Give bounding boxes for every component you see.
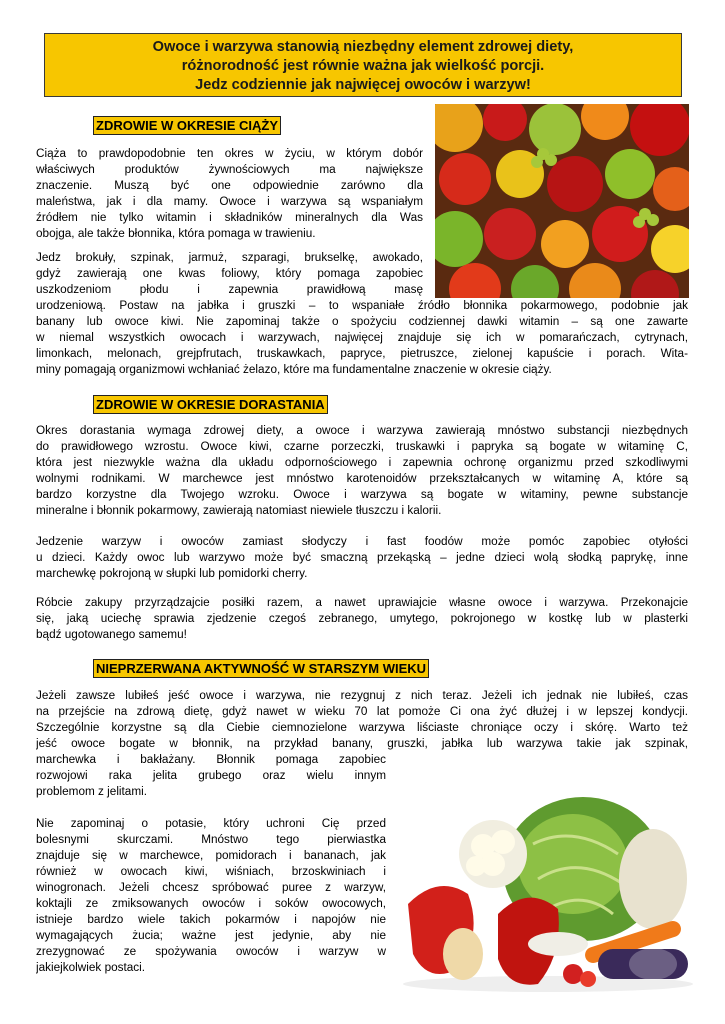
text-line: mineralne i błonnik pokarmowy, zawierają natomiast niewiele tłuszczu i kalorii. xyxy=(36,504,442,517)
text-line: bardzo korzystne dla Twojego wzroku. Owoce i warzywa są bogate w witaminy, pewne substancje xyxy=(36,488,688,501)
text-line: Róbcie zakupy przyrządzajcie posiłki razem, a nawet uprawiajcie własne owoce i warzywa. Przekonajcie xyxy=(36,596,688,609)
text-line: koktajli ze zmiksowanych owoców i soków owocowych, xyxy=(36,897,386,910)
text-line: Jedz brokuły, szpinak, jarmuż, szparagi, brukselkę, awokado, xyxy=(36,251,423,264)
growth-paragraph-3 xyxy=(36,595,688,643)
text-line: na przejście na zdrową dietę, gdyż nawet w wieku 70 lat pomoże Ci ona żyć dłużej i w lepszej kondycji. xyxy=(36,705,688,718)
text-line: u dzieci. Każdy owoc lub warzywo może być smaczną przekąską – jedne dzieci wolą słodką paprykę, inne xyxy=(36,551,688,564)
text-line: jeść owoce bogate w błonnik, na przykład banany, gruszki, jabłka lub warzywa takie jak szpinak, xyxy=(36,737,688,750)
text-line: w niemal wszystkich owocach i warzywach, najwięcej znajduje się ich w pomarańczach, cytrynach, xyxy=(36,331,688,344)
text-line: Jeżeli zawsze lubiłeś jeść owoce i warzywa, nie rezygnuj z nich teraz. Jeżeli ich jednak nie lubiłeś, czas xyxy=(36,689,688,702)
text-line: marchewka i bakłażany. Błonnik pomaga zapobiec xyxy=(36,753,386,766)
text-line: również w owocach kiwi, wiśniach, brzoskwiniach i xyxy=(36,865,386,878)
text-line: Szczególnie korzystne są dla Ciebie ciemnozielone warzywa liściaste chroniące oczy i skórę. Warto też xyxy=(36,721,688,734)
text-line: znaczenie. Muszą być one odpowiednie zarówno dla xyxy=(36,179,423,192)
vegetable-pile-illustration xyxy=(398,784,698,994)
text-line: wymagających żucia; ważne jest jedynie, aby nie xyxy=(36,929,386,942)
text-line: maleństwa, jak i dla mamy. Owoce i warzywa są wspaniałym xyxy=(36,195,423,208)
text-line: urodzeniową. Postaw na jabłka i gruszki – to wspaniałe źródło błonnika pokarmowego, podobnie jak xyxy=(36,299,688,312)
text-line: Jedzenie warzyw i owoców zamiast słodyczy i fast foodów może pomóc zapobiec otyłości xyxy=(36,535,688,548)
growth-paragraph-2 xyxy=(36,534,688,582)
pregnancy-paragraph-2-narrow xyxy=(36,250,423,298)
pregnancy-paragraph-2-wide xyxy=(36,298,688,378)
text-line: Nie zapominaj o potasie, który uchroni Cię przed xyxy=(36,817,386,830)
title-banner xyxy=(44,33,682,97)
banner-line-2: różnorodność jest równie ważna jak wielkość porcji. xyxy=(181,58,545,74)
text-line: miny pomagają organizmowi wchłaniać żelazo, które ma fundamentalne znaczenie w okresie ciąży. xyxy=(36,363,552,376)
text-line: właściwych produktów żywnościowych ma największe xyxy=(36,163,423,176)
heading-elderly: NIEPRZERWANA AKTYWNOŚĆ W STARSZYM WIEKU xyxy=(93,659,429,678)
text-line: zrezygnować ze spożywania owoców i warzyw w xyxy=(36,945,386,958)
text-line: limonkach, melonach, grejpfrutach, truskawkach, papryce, pietruszce, zielonej kapuście i porach. Wita- xyxy=(36,347,688,360)
text-line: do prawidłowego wzrostu. Owoce kiwi, czarne porzeczki, truskawki i papryka są bogate w witaminę C, xyxy=(36,440,688,453)
text-line: winogronach. Jeżeli chcesz spróbować puree z warzyw, xyxy=(36,881,386,894)
text-line: uszkodzeniom płodu i zapewnia prawidłową masę xyxy=(36,283,423,296)
text-line: banany lub owoce kiwi. Nie zapominaj także o spożyciu codziennej dawki witamin – są one zawarte xyxy=(36,315,688,328)
heading-pregnancy: ZDROWIE W OKRESIE CIĄŻY xyxy=(93,116,281,135)
text-line: Okres dorastania wymaga zdrowej diety, a owoce i warzywa zawierają mnóstwo substancji niezbędnych xyxy=(36,424,688,437)
elderly-paragraph-1-wide xyxy=(36,688,688,752)
text-line: znajduje się w marchewce, pomidorach i bananach, jak xyxy=(36,849,386,862)
text-line: rozwojowi raka jelita grubego oraz wielu innym xyxy=(36,769,386,782)
text-line: Ciąża to prawdopodobnie ten okres w życiu, w którym dobór xyxy=(36,147,423,160)
text-line: istnieje bardzo wiele takich pokarmów i napojów nie xyxy=(36,913,386,926)
banner-line-1: Owoce i warzywa stanowią niezbędny element zdrowej diety, xyxy=(152,39,574,55)
fruit-photo xyxy=(435,104,689,298)
text-line: jakiejkolwiek postaci. xyxy=(36,961,146,974)
text-line: która jest niezwykle ważna dla układu odpornościowego i zapewnia ochronę organizmu przed szkodliwymi xyxy=(36,456,688,469)
elderly-paragraph-1-narrow xyxy=(36,752,386,800)
pregnancy-paragraph-1 xyxy=(36,146,423,242)
elderly-paragraph-2 xyxy=(36,816,386,976)
text-line: bolesnymi skurczami. Mnóstwo tego pierwiastka xyxy=(36,833,386,846)
fruit-pile-illustration xyxy=(435,104,689,298)
banner-line-3: Jedz codziennie jak najwięcej owoców i warzyw! xyxy=(195,77,531,93)
text-line: obojga, ale także błonnika, która pomaga w trawieniu. xyxy=(36,227,316,240)
text-line: źródłem nie tylko witamin i składników mineralnych dla Was xyxy=(36,211,423,224)
text-line: wolnymi rodnikami. W marchewce jest mnóstwo karotenoidów przekształcanych w witaminę A, które są xyxy=(36,472,688,485)
text-line: problemom z jelitami. xyxy=(36,785,148,798)
vegetable-photo xyxy=(398,784,698,994)
text-line: się, jaką uciechę sprawia zjedzenie czegoś zebranego, umytego, pokrojonego w kostkę lub w plasterki xyxy=(36,612,688,625)
text-line: bądź ugotowanego samemu! xyxy=(36,628,187,641)
text-line: gdyż zawierają one kwas foliowy, który pomaga zapobiec xyxy=(36,267,423,280)
heading-growth: ZDROWIE W OKRESIE DORASTANIA xyxy=(93,395,328,414)
text-line: marchewkę pokrojoną w słupki lub pomidorki cherry. xyxy=(36,567,308,580)
growth-paragraph-1 xyxy=(36,423,688,519)
